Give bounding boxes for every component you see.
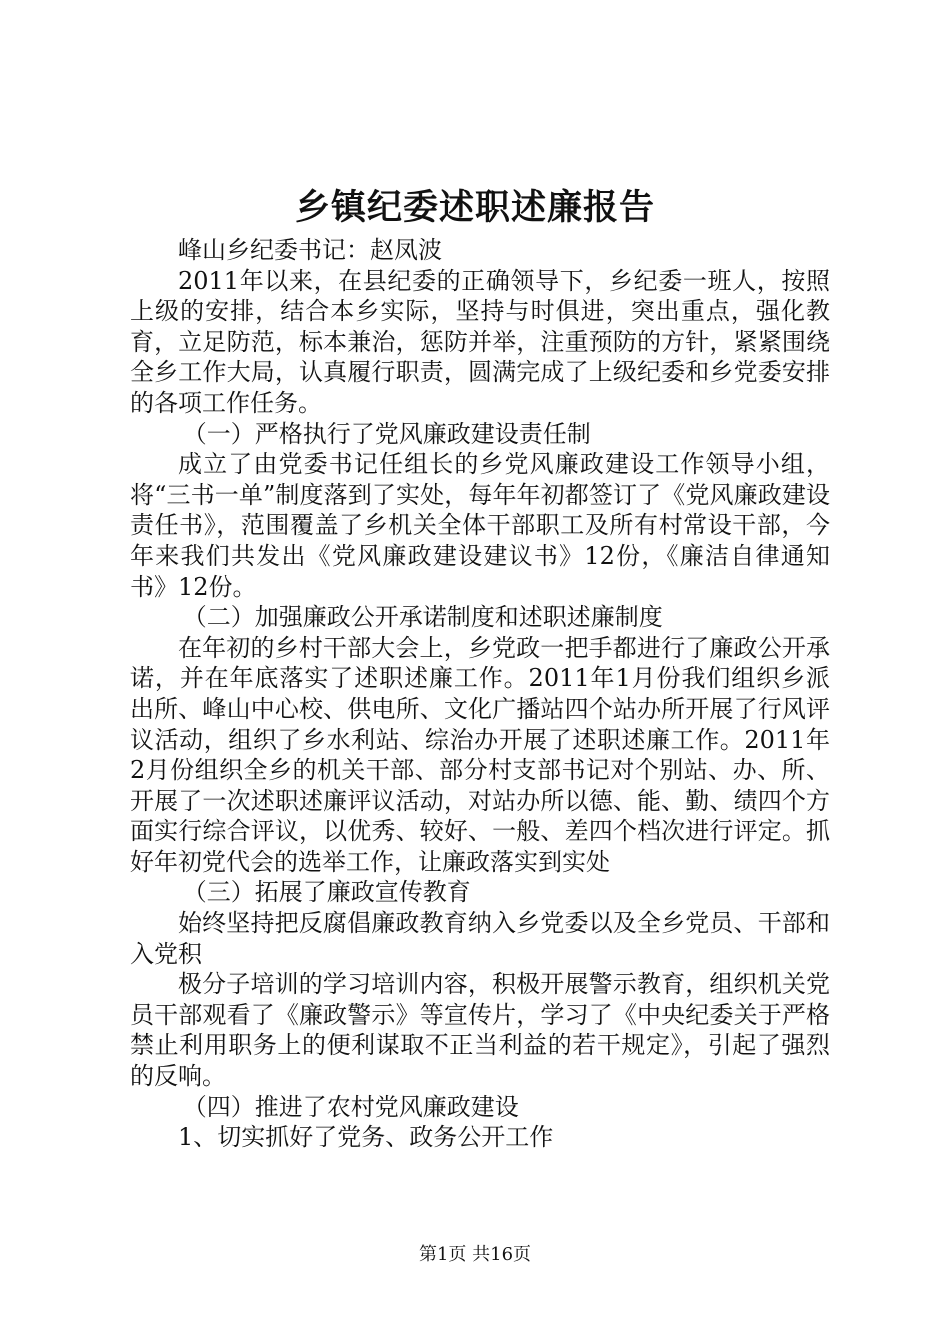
section-heading-2: （二）加强廉政公开承诺制度和述职述廉制度	[182, 603, 663, 632]
paragraph-section-1: 成立了由党委书记任组长的乡党风廉政建设工作领导小组，将“三书一单”制度落到了实处，每年年初都签订了《党风廉政建设责任书》，范围覆盖了乡机关全体干部职工及所有村常设干部，今年来我们共发出《党风廉政建设建议书》12份，《廉洁自律通知书》12份。	[130, 450, 830, 601]
paragraph-section-3b: 极分子培训的学习培训内容，积极开展警示教育，组织机关党员干部观看了《廉政警示》等宣传片，学习了《中央纪委关于严格禁止利用职务上的便利谋取不正当利益的若干规定》，引起了强烈的反响。	[130, 970, 830, 1091]
page-number-footer: 第1页 共16页	[418, 1244, 532, 1265]
section-heading-3: （三）拓展了廉政宣传教育	[182, 878, 471, 907]
paragraph-section-4: 1、切实抓好了党务、政务公开工作	[178, 1123, 554, 1152]
section-heading-1: （一）严格执行了党风廉政建设责任制	[182, 419, 591, 448]
paragraph-section-2: 在年初的乡村干部大会上，乡党政一把手都进行了廉政公开承诺，并在年底落实了述职述廉工作。2011年1月份我们组织乡派出所、峰山中心校、供电所、文化广播站四个站办所开展了行风评议活动，组织了乡水利站、综治办开展了述职述廉工作。2011年2月份组织全乡的机关干部、部分村支部书记对个别站、办、所、开展了一次述职述廉评议活动，对站办所以德、能、勤、绩四个方面实行综合评议，以优秀、较好、一般、差四个档次进行评定。抓好年初党代会的选举工作，让廉政落实到实处	[130, 633, 830, 876]
document-title: 乡镇纪委述职述廉报告	[294, 187, 655, 228]
author-line: 峰山乡纪委书记：赵凤波	[178, 236, 442, 264]
document-body	[130, 235, 830, 1153]
paragraph-intro: 2011年以来，在县纪委的正确领导下，乡纪委一班人，按照上级的安排，结合本乡实际，坚持与时俱进，突出重点，强化教育，立足防范，标本兼治，惩防并举，注重预防的方针，紧紧围绕全乡工作大局，认真履行职责，圆满完成了上级纪委和乡党委安排的各项工作任务。	[130, 266, 830, 417]
section-heading-4: （四）推进了农村党风廉政建设	[182, 1092, 519, 1121]
paragraph-section-3a: 始终坚持把反腐倡廉政教育纳入乡党委以及全乡党员、干部和入党积	[130, 909, 830, 968]
